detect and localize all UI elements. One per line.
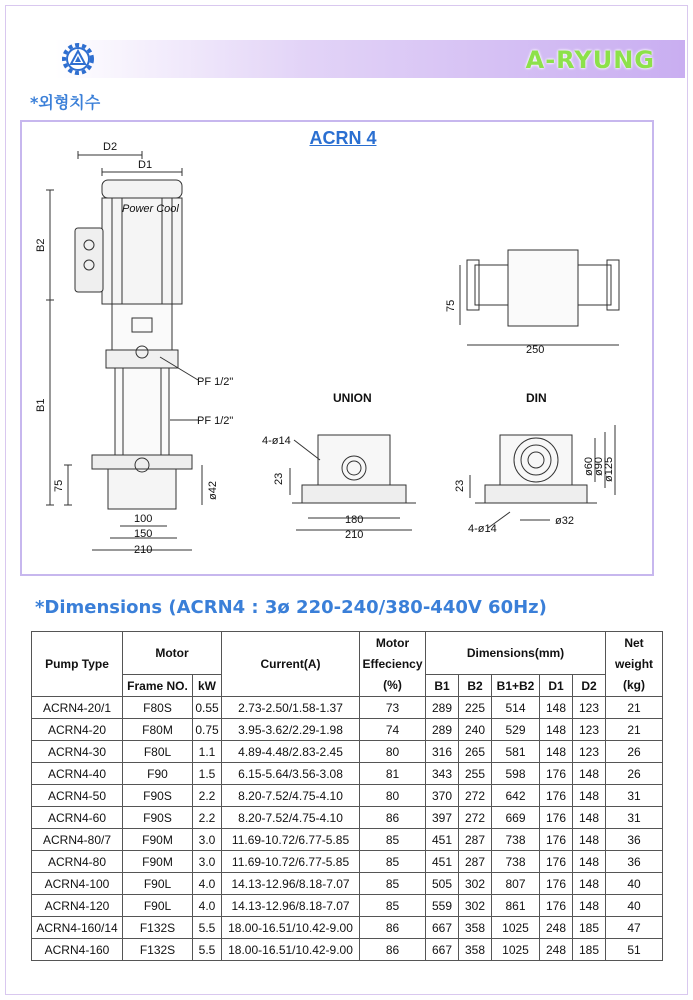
cell-d2: 148	[573, 807, 606, 829]
cell-pump-type: ACRN4-30	[32, 741, 123, 763]
label-din-75: 75	[445, 299, 457, 312]
cell-efficiency: 73	[360, 697, 426, 719]
cell-weight: 36	[606, 829, 663, 851]
cell-d2: 148	[573, 829, 606, 851]
cell-b1: 451	[426, 851, 459, 873]
label-union: UNION	[333, 391, 372, 405]
drawing-title: ACRN 4	[309, 128, 377, 148]
cell-b1-b2: 514	[492, 697, 540, 719]
cell-efficiency: 80	[360, 785, 426, 807]
cell-current: 3.95-3.62/2.29-1.98	[222, 719, 360, 741]
cell-pump-type: ACRN4-80	[32, 851, 123, 873]
cell-b2: 265	[459, 741, 492, 763]
cell-kw: 1.5	[193, 763, 222, 785]
cell-b1-b2: 738	[492, 851, 540, 873]
cell-current: 11.69-10.72/6.77-5.85	[222, 829, 360, 851]
label-d2: D2	[103, 141, 118, 153]
cell-b2: 287	[459, 851, 492, 873]
cell-kw: 0.75	[193, 719, 222, 741]
cell-d2: 185	[573, 939, 606, 961]
cell-weight: 47	[606, 917, 663, 939]
cell-b1: 316	[426, 741, 459, 763]
cell-current: 11.69-10.72/6.77-5.85	[222, 851, 360, 873]
label-union-23: 23	[273, 472, 285, 485]
header-d2: D2	[573, 675, 606, 697]
label-height-75: 75	[53, 479, 65, 492]
label-d1: D1	[138, 159, 153, 171]
cell-efficiency: 86	[360, 807, 426, 829]
cell-frame: F80S	[123, 697, 193, 719]
cell-b1: 370	[426, 785, 459, 807]
cell-frame: F90S	[123, 807, 193, 829]
cell-b2: 358	[459, 917, 492, 939]
cell-b1-b2: 861	[492, 895, 540, 917]
cell-d1: 176	[540, 785, 573, 807]
table-row	[32, 697, 663, 719]
label-pf-lower: PF 1/2"	[197, 415, 234, 427]
cell-b2: 358	[459, 939, 492, 961]
cell-b1: 505	[426, 873, 459, 895]
cell-d1: 176	[540, 807, 573, 829]
cell-weight: 31	[606, 807, 663, 829]
specs-table	[31, 631, 663, 961]
header-efficiency	[360, 632, 426, 697]
cell-d1: 176	[540, 895, 573, 917]
cell-kw: 5.5	[193, 917, 222, 939]
dimensions-title: *Dimensions (ACRN4 : 3ø 220-240/380-440V 60Hz)	[35, 597, 547, 618]
cell-pump-type: ACRN4-20	[32, 719, 123, 741]
header-net-weight	[606, 632, 663, 697]
cell-kw: 5.5	[193, 939, 222, 961]
cell-d1: 176	[540, 851, 573, 873]
label-union-210: 210	[345, 529, 364, 541]
cell-weight: 40	[606, 895, 663, 917]
cell-b2: 287	[459, 829, 492, 851]
cell-current: 6.15-5.64/3.56-3.08	[222, 763, 360, 785]
cell-d1: 248	[540, 917, 573, 939]
label-din-60: ø60	[583, 457, 595, 476]
label-union-holes: 4-ø14	[262, 435, 291, 447]
label-din-125: ø125	[603, 456, 615, 482]
header-efficiency-line1: Motor	[375, 635, 410, 650]
label-pf-upper: PF 1/2"	[197, 376, 234, 388]
cell-pump-type: ACRN4-60	[32, 807, 123, 829]
cell-b1: 397	[426, 807, 459, 829]
cell-efficiency: 86	[360, 939, 426, 961]
cell-d2: 123	[573, 719, 606, 741]
header-d1: D1	[540, 675, 573, 697]
cell-weight: 26	[606, 741, 663, 763]
cell-kw: 3.0	[193, 829, 222, 851]
cell-frame: F90S	[123, 785, 193, 807]
cell-weight: 21	[606, 719, 663, 741]
cell-b1: 289	[426, 697, 459, 719]
header-b1-b2: B1+B2	[492, 675, 540, 697]
cell-kw: 1.1	[193, 741, 222, 763]
table-row	[32, 763, 663, 785]
cell-frame: F90M	[123, 851, 193, 873]
table-row	[32, 741, 663, 763]
cell-b1-b2: 529	[492, 719, 540, 741]
cell-kw: 0.55	[193, 697, 222, 719]
label-b1: B1	[35, 398, 47, 412]
cell-efficiency: 74	[360, 719, 426, 741]
cell-kw: 3.0	[193, 851, 222, 873]
table-row	[32, 807, 663, 829]
cell-b2: 272	[459, 807, 492, 829]
cell-d2: 123	[573, 741, 606, 763]
cell-d1: 176	[540, 829, 573, 851]
header-kw: kW	[193, 675, 222, 697]
label-din-23: 23	[454, 479, 466, 492]
cell-b1-b2: 1025	[492, 939, 540, 961]
cell-b1: 451	[426, 829, 459, 851]
table-row	[32, 873, 663, 895]
cell-frame: F132S	[123, 917, 193, 939]
label-din: DIN	[526, 391, 547, 405]
cell-b1: 559	[426, 895, 459, 917]
cell-current: 4.89-4.48/2.83-2.45	[222, 741, 360, 763]
label-width-100: 100	[134, 513, 153, 525]
cell-d2: 185	[573, 917, 606, 939]
cell-d1: 248	[540, 939, 573, 961]
header-weight-line1: Net	[624, 635, 644, 650]
cell-d2: 148	[573, 895, 606, 917]
cell-pump-type: ACRN4-160	[32, 939, 123, 961]
header-pump-type: Pump Type	[32, 632, 123, 697]
cell-frame: F90M	[123, 829, 193, 851]
label-din-32: ø32	[555, 515, 574, 527]
cell-b1-b2: 807	[492, 873, 540, 895]
cell-current: 18.00-16.51/10.42-9.00	[222, 917, 360, 939]
header-motor: Motor	[123, 632, 222, 675]
table-row	[32, 939, 663, 961]
cell-efficiency: 85	[360, 895, 426, 917]
cell-pump-type: ACRN4-20/1	[32, 697, 123, 719]
cell-b1: 667	[426, 917, 459, 939]
cell-b1: 343	[426, 763, 459, 785]
cell-pump-type: ACRN4-80/7	[32, 829, 123, 851]
cell-d1: 148	[540, 697, 573, 719]
label-din-250: 250	[526, 344, 545, 356]
cell-b2: 272	[459, 785, 492, 807]
cell-b1-b2: 1025	[492, 917, 540, 939]
cell-b2: 225	[459, 697, 492, 719]
cell-weight: 31	[606, 785, 663, 807]
cell-b1-b2: 738	[492, 829, 540, 851]
cell-efficiency: 81	[360, 763, 426, 785]
header-frame-no: Frame NO.	[123, 675, 193, 697]
cell-d2: 148	[573, 851, 606, 873]
cell-d2: 148	[573, 873, 606, 895]
cell-d2: 148	[573, 785, 606, 807]
company-logo-icon	[58, 40, 98, 78]
header-weight-line2: weight	[615, 656, 654, 671]
cell-frame: F90L	[123, 873, 193, 895]
header-b2: B2	[459, 675, 492, 697]
cell-d1: 148	[540, 741, 573, 763]
brand-name: A-RYUNG	[525, 46, 655, 74]
cell-frame: F132S	[123, 939, 193, 961]
label-din-90: ø90	[593, 457, 605, 476]
cell-weight: 26	[606, 763, 663, 785]
label-din-holes: 4-ø14	[468, 523, 497, 535]
cell-b2: 302	[459, 895, 492, 917]
cell-efficiency: 86	[360, 917, 426, 939]
cell-pump-type: ACRN4-40	[32, 763, 123, 785]
header-efficiency-line2: Effeciency	[362, 656, 423, 671]
header-efficiency-line3: (%)	[383, 677, 402, 692]
cell-current: 18.00-16.51/10.42-9.00	[222, 939, 360, 961]
cell-current: 8.20-7.52/4.75-4.10	[222, 785, 360, 807]
cell-frame: F90	[123, 763, 193, 785]
cell-weight: 36	[606, 851, 663, 873]
label-phi42: ø42	[207, 481, 219, 500]
table-row	[32, 719, 663, 741]
cell-weight: 51	[606, 939, 663, 961]
cell-weight: 21	[606, 697, 663, 719]
cell-b1: 289	[426, 719, 459, 741]
table-row	[32, 785, 663, 807]
cell-efficiency: 85	[360, 851, 426, 873]
cell-frame: F80M	[123, 719, 193, 741]
header-b1: B1	[426, 675, 459, 697]
cell-kw: 2.2	[193, 807, 222, 829]
cell-current: 14.13-12.96/8.18-7.07	[222, 895, 360, 917]
section-title: *외형치수	[30, 93, 101, 112]
cell-kw: 2.2	[193, 785, 222, 807]
cell-b1-b2: 581	[492, 741, 540, 763]
cell-pump-type: ACRN4-160/14	[32, 917, 123, 939]
pump-dimension-drawing	[20, 120, 654, 576]
table-row	[32, 829, 663, 851]
cell-d1: 148	[540, 719, 573, 741]
cell-current: 14.13-12.96/8.18-7.07	[222, 873, 360, 895]
label-union-180: 180	[345, 514, 364, 526]
cell-current: 8.20-7.52/4.75-4.10	[222, 807, 360, 829]
header-dimensions: Dimensions(mm)	[426, 632, 606, 675]
cell-d1: 176	[540, 873, 573, 895]
cell-kw: 4.0	[193, 895, 222, 917]
cell-pump-type: ACRN4-100	[32, 873, 123, 895]
cell-d2: 148	[573, 763, 606, 785]
label-width-210: 210	[134, 544, 153, 556]
cell-kw: 4.0	[193, 873, 222, 895]
table-row	[32, 895, 663, 917]
cell-b2: 255	[459, 763, 492, 785]
cell-b1: 667	[426, 939, 459, 961]
label-width-150: 150	[134, 528, 153, 540]
cell-frame: F90L	[123, 895, 193, 917]
cell-d2: 123	[573, 697, 606, 719]
label-b2: B2	[35, 238, 47, 252]
table-row	[32, 851, 663, 873]
cell-d1: 176	[540, 763, 573, 785]
cell-efficiency: 85	[360, 873, 426, 895]
cell-current: 2.73-2.50/1.58-1.37	[222, 697, 360, 719]
cell-frame: F80L	[123, 741, 193, 763]
cell-weight: 40	[606, 873, 663, 895]
cell-pump-type: ACRN4-120	[32, 895, 123, 917]
cell-b2: 302	[459, 873, 492, 895]
table-row	[32, 917, 663, 939]
header-current: Current(A)	[222, 632, 360, 697]
cell-efficiency: 80	[360, 741, 426, 763]
cell-efficiency: 85	[360, 829, 426, 851]
cell-b1-b2: 669	[492, 807, 540, 829]
cell-pump-type: ACRN4-50	[32, 785, 123, 807]
cell-b1-b2: 642	[492, 785, 540, 807]
cell-b1-b2: 598	[492, 763, 540, 785]
header-weight-line3: (kg)	[623, 677, 646, 692]
motor-label: Power Cool	[122, 203, 179, 215]
cell-b2: 240	[459, 719, 492, 741]
